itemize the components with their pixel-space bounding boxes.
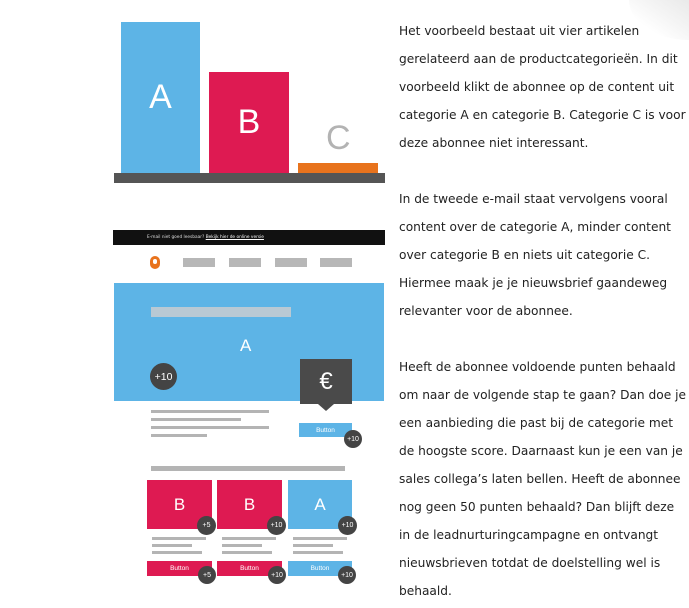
explanation-text: [399, 17, 686, 605]
card-1-letter: B: [173, 494, 186, 514]
text-line: gerelateerd aan de productcategorieën. In dit: [399, 52, 678, 66]
bar-c-label: C: [326, 119, 351, 157]
nav-item-3: [275, 258, 307, 267]
text-line: een aanbieding die past bij de categorie met: [399, 416, 674, 430]
card-1-button-label: Button: [170, 565, 189, 572]
nav-item-4: [320, 258, 352, 267]
bar-a-label: A: [149, 78, 172, 116]
card-text-placeholder: [222, 544, 262, 547]
card-text-placeholder: [293, 537, 347, 540]
text-line: om naar de volgende stap te gaan? Dan doe je: [399, 388, 686, 402]
card-2-score-badge: [267, 516, 286, 535]
section-title-placeholder: [151, 466, 345, 471]
card-3-button-score-text: +10: [341, 571, 353, 579]
paragraph-3: [399, 353, 686, 605]
text-placeholder: [151, 410, 269, 413]
nav-item-1: [183, 258, 215, 267]
bar-c: [298, 163, 378, 173]
card-2-score-text: +10: [270, 522, 283, 529]
card-text-placeholder: [152, 544, 192, 547]
text-line: Heeft de abonnee voldoende punten behaald: [399, 360, 676, 374]
card-3-button-label: Button: [310, 565, 330, 572]
card-text-placeholder: [293, 544, 333, 547]
email-header-bar: [113, 230, 385, 245]
chart-baseline: [114, 173, 385, 183]
text-line: in de leadnurturingcampagne en ontvangt: [399, 528, 659, 542]
text-line: relevanter voor de abonnee.: [399, 304, 573, 318]
card-1-score-text: +5: [202, 522, 211, 529]
card-text-placeholder: [293, 551, 343, 554]
card-1-score-badge: [197, 516, 216, 535]
text-placeholder: [151, 434, 207, 437]
email-header-text: E-mail niet goed leesbaar?: [147, 235, 205, 240]
text-placeholder: [151, 418, 241, 421]
card-text-placeholder: [152, 551, 202, 554]
hero-score-text: +10: [154, 370, 173, 383]
text-line: nieuwsbrieven totdat de doelstelling wel is: [399, 556, 661, 570]
main-cta-score-text: +10: [347, 435, 359, 443]
text-line: deze abonnee niet interessant.: [399, 136, 589, 150]
text-line: de hoogste score. Daarnaast kun je een van je: [399, 444, 683, 458]
card-3-score-text: +10: [341, 522, 354, 529]
text-line: sales collega’s laten bellen. Heeft de abonnee: [399, 472, 681, 486]
card-text-placeholder: [222, 537, 276, 540]
card-2-button-score-text: +10: [271, 571, 283, 579]
bar-b: [209, 72, 289, 173]
text-line: behaald.: [399, 584, 452, 598]
text-line: nog geen 50 punten behaald? Dan blijft deze: [399, 500, 675, 514]
hero-score-badge: [150, 363, 177, 390]
text-line: categorie A en categorie B. Categorie C is voor: [399, 108, 686, 122]
paragraph-2: [399, 185, 669, 325]
text-line: In de tweede e-mail staat vervolgens vooral: [399, 192, 668, 206]
text-placeholder: [151, 426, 269, 429]
text-line: voorbeeld klikt de abonnee op de content uit: [399, 80, 675, 94]
text-line: Het voorbeeld bestaat uit vier artikelen: [399, 24, 640, 38]
main-cta-label: Button: [316, 426, 335, 434]
euro-symbol: €: [319, 367, 333, 395]
euro-pointer: [318, 404, 334, 411]
card-2-button-label: Button: [240, 565, 259, 572]
bar-a: [121, 22, 200, 173]
card-text-placeholder: [222, 551, 272, 554]
card-2-button-score-badge: [268, 566, 286, 584]
main-cta-score-badge: [344, 430, 362, 448]
card-3-letter: A: [314, 494, 326, 514]
card-3-score-badge: [338, 516, 357, 535]
text-line: Hiermee maak je je nieuwsbrief gaandeweg: [399, 276, 668, 290]
bar-b-label: B: [237, 103, 261, 141]
card-2-letter: B: [243, 494, 256, 514]
text-line: over categorie B en niets uit categorie C.: [399, 248, 650, 262]
euro-icon: [300, 359, 352, 404]
logo-icon: [150, 256, 160, 269]
nav-item-2: [229, 258, 261, 267]
card-3-button-score-badge: [338, 566, 356, 584]
text-line: content over de categorie A, minder content: [399, 220, 671, 234]
card-text-placeholder: [152, 537, 206, 540]
card-1-button-score-text: +5: [203, 571, 211, 579]
paragraph-1: [399, 17, 686, 157]
online-version-link[interactable]: Bekijk hier de online versie: [205, 235, 264, 240]
hero-title-placeholder: [151, 307, 291, 317]
card-1-button-score-badge: [198, 566, 216, 584]
hero-letter: A: [240, 336, 252, 355]
